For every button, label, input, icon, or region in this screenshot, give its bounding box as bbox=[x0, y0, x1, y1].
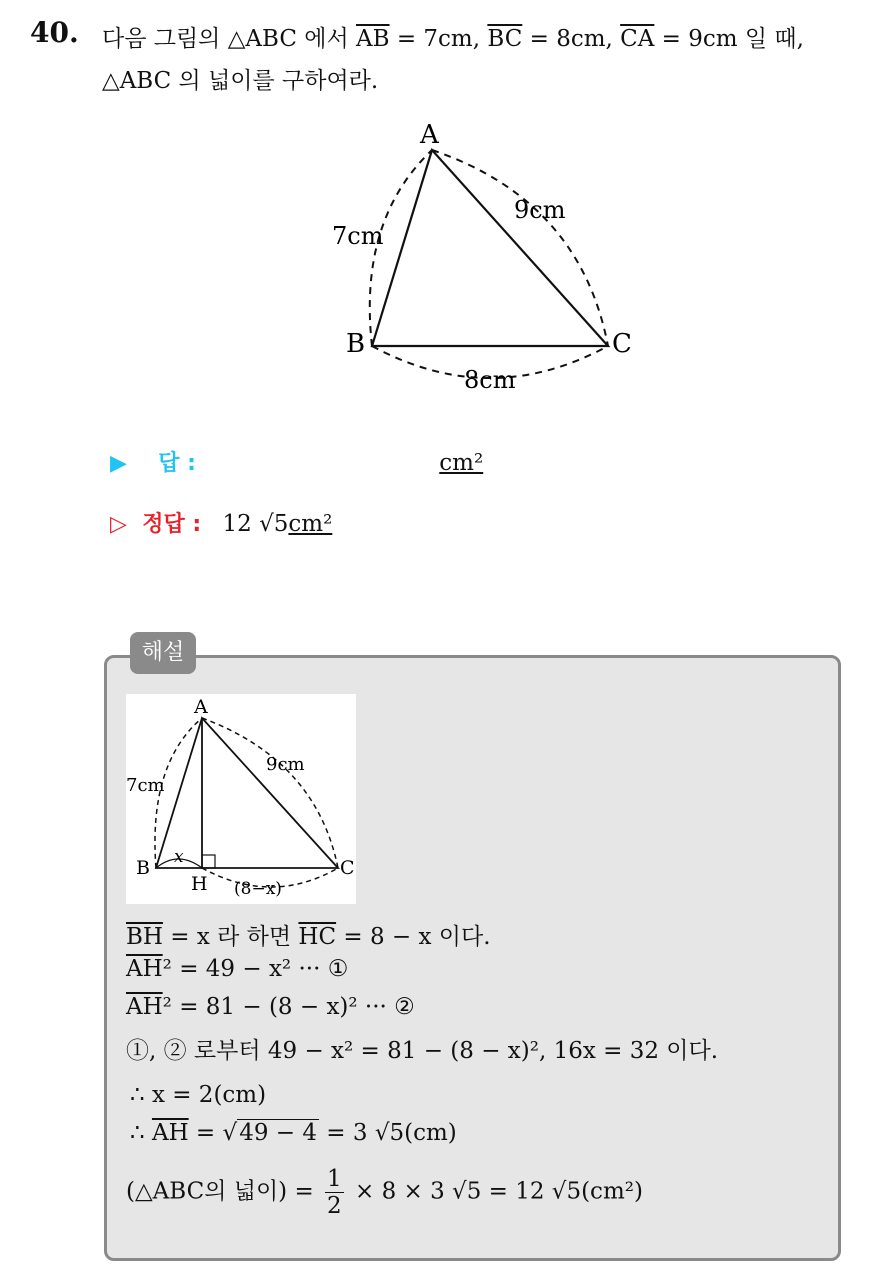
sol-seg-hc: (8−x) bbox=[234, 879, 282, 899]
solution-figure bbox=[126, 694, 356, 904]
solution-line-3: $\overline{AH}^2 = 81 - (8 - x)^2$ ··· ② bbox=[126, 994, 415, 1020]
question-line-2: △ABC 의 넓이를 구하여라. bbox=[102, 68, 379, 94]
segment-bc: $\overline{BC}$ bbox=[487, 26, 523, 52]
sol-seg-bh: x bbox=[174, 847, 184, 867]
segment-ca: $\overline{CA}$ bbox=[620, 26, 655, 52]
answer-label: 답 : bbox=[158, 451, 196, 476]
answer-input-row bbox=[110, 446, 483, 477]
question-number: 40. bbox=[30, 16, 79, 49]
label-b: B bbox=[346, 329, 366, 359]
question-text bbox=[102, 18, 872, 102]
solution-line-7: (△ABC의 넓이) = $\frac{1}{2}$ × 8 × 3 √5 = 12 √5(cm²) bbox=[126, 1166, 643, 1219]
label-c: C bbox=[612, 329, 632, 359]
side-ab-label: 7cm bbox=[332, 222, 384, 250]
sol-side-ca: 9cm bbox=[266, 754, 305, 775]
solution-tag: 해설 bbox=[130, 632, 196, 674]
play-arrow-icon: ▶ bbox=[110, 451, 127, 476]
label-a: A bbox=[420, 120, 439, 150]
solution-line-2: $\overline{AH}^2 = 49 - x^2$ ··· ① bbox=[126, 956, 349, 982]
segment-ab: $\overline{AB}$ bbox=[356, 26, 390, 52]
outline-arrow-icon: ▷ bbox=[110, 512, 127, 537]
solution-line-5: ∴ x = 2(cm) bbox=[130, 1082, 267, 1108]
sol-label-c: C bbox=[340, 857, 355, 879]
side-ca-label: 9cm bbox=[514, 196, 566, 224]
answer-unit: cm² bbox=[439, 450, 484, 476]
right-angle-mark bbox=[202, 855, 215, 868]
side-bc-label: 8cm bbox=[464, 366, 516, 394]
sol-triangle bbox=[156, 718, 338, 868]
solution-line-4: ①, ② 로부터 49 − x² = 81 − (8 − x)², 16x = 32 이다. bbox=[126, 1038, 719, 1064]
sol-label-b: B bbox=[136, 857, 150, 879]
solution-line-1: $\overline{BH} = x$ 라 하면 $\overline{HC} = 8 - x$ 이다. bbox=[126, 924, 491, 950]
triangle-figure bbox=[320, 110, 650, 400]
fraction-half: $\frac{1}{2}$ bbox=[327, 1166, 342, 1219]
correct-answer-label: 정답 : bbox=[142, 512, 202, 537]
sol-label-a: A bbox=[194, 696, 208, 718]
sol-side-ab: 7cm bbox=[126, 775, 165, 796]
sol-label-h: H bbox=[191, 873, 208, 895]
correct-answer-unit: cm² bbox=[288, 511, 333, 537]
correct-answer-value: 12 √5 bbox=[222, 511, 289, 537]
question-line-1: 다음 그림의 △ABC 에서 $\overline{AB} = 7cm$, $\overline{BC} = 8cm$, $\overline{CA} = 9cm$ 일 때, bbox=[102, 26, 804, 52]
solution-line-6: ∴ $\overline{AH} = √49 - 4 = 3$ √5(cm) bbox=[130, 1120, 457, 1146]
correct-answer-row bbox=[110, 507, 332, 538]
sqrt-sign: √ bbox=[222, 1120, 238, 1146]
